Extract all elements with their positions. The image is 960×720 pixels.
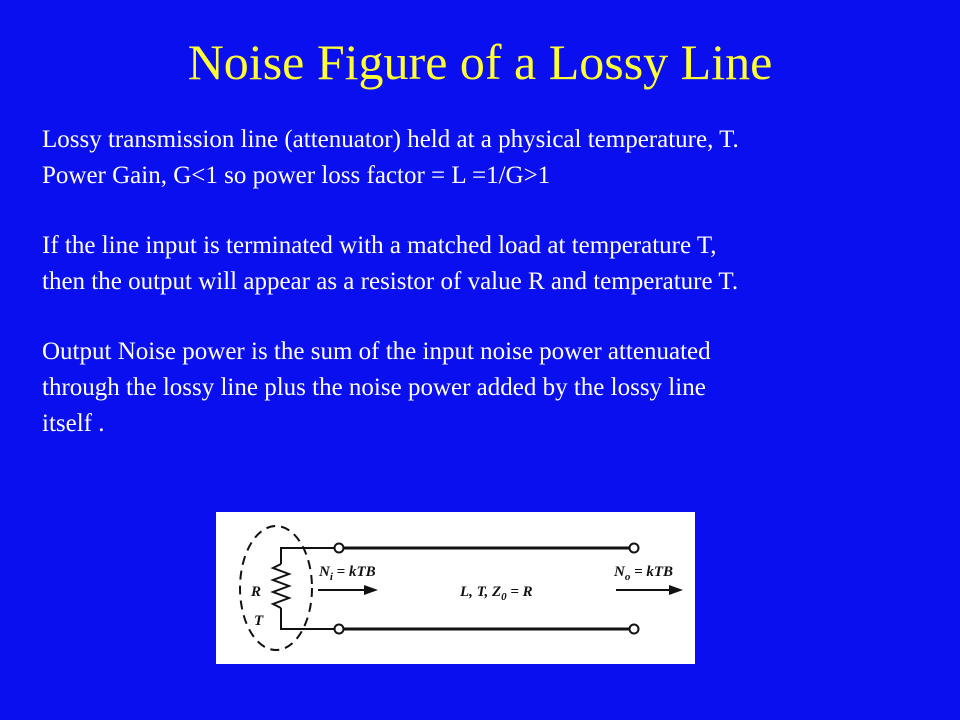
line-params-label xyxy=(459,584,533,603)
text-line: itself . xyxy=(42,410,105,437)
resistor-symbol xyxy=(273,564,289,608)
temperature-label: T xyxy=(254,613,264,629)
text-line: through the lossy line plus the noise power added by the lossy line xyxy=(42,374,706,401)
line-params-subscript: 0 xyxy=(501,591,507,603)
slide-title: Noise Figure of a Lossy Line xyxy=(187,34,773,90)
input-noise-symbol: N xyxy=(319,564,330,580)
top-lead-wire xyxy=(281,548,339,564)
lossy-line-diagram xyxy=(216,512,695,664)
text-line: Power Gain, G<1 so power loss factor = L =1/G>1 xyxy=(42,162,551,189)
input-terminal-bottom xyxy=(335,625,344,634)
output-noise-value: = kTB xyxy=(630,564,674,580)
input-terminal-top xyxy=(335,544,344,553)
input-noise-subscript: i xyxy=(329,571,333,583)
text-line: If the line input is terminated with a matched load at temperature T, xyxy=(42,232,717,259)
resistor-label: R xyxy=(251,584,262,600)
output-arrow-icon xyxy=(669,585,683,595)
output-noise-label xyxy=(613,564,673,583)
line-params-text: L, T, Z xyxy=(460,584,502,600)
circuit-svg xyxy=(216,512,695,664)
text-line: Lossy transmission line (attenuator) held at a physical temperature, T. xyxy=(42,126,739,153)
line-params-value: = R xyxy=(506,584,533,600)
paragraph-output-noise xyxy=(42,334,942,442)
paragraph-lossy-line xyxy=(42,122,942,194)
output-terminal-top xyxy=(630,544,639,553)
input-noise-value: = kTB xyxy=(332,564,376,580)
text-line: then the output will appear as a resistor of value R and temperature T. xyxy=(42,268,739,295)
slide-body xyxy=(42,122,942,476)
paragraph-matched-load xyxy=(42,228,942,300)
input-arrow-icon xyxy=(364,585,378,595)
text-line: Output Noise power is the sum of the input noise power attenuated xyxy=(42,338,711,365)
input-noise-label xyxy=(318,564,376,583)
output-noise-symbol: N xyxy=(614,564,625,580)
output-noise-subscript: o xyxy=(624,571,631,583)
output-terminal-bottom xyxy=(630,625,639,634)
